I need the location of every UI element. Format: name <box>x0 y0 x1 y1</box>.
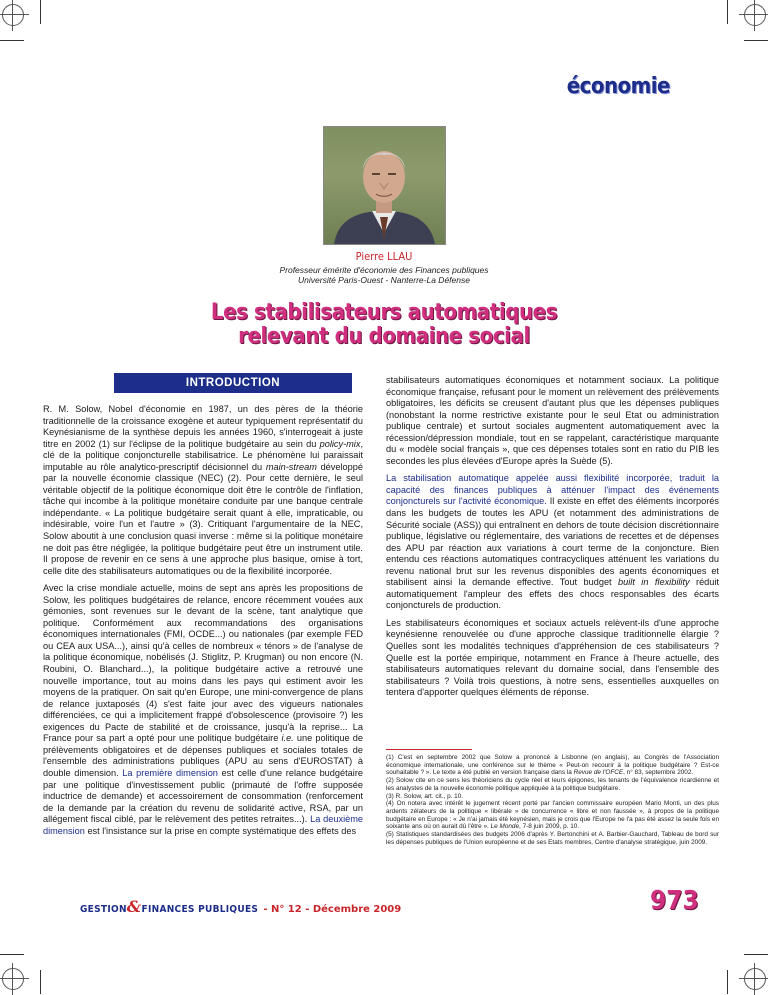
registration-mark-top-left <box>2 4 24 26</box>
section-heading: économie <box>566 74 670 99</box>
footnote-1: (1) C'est en septembre 2002 que Solow a prononcé à Lisbonne (en anglais), au Congrès de l'Association économique internationale, une conférence sur le thème « Peut-on recourir à la politique budgétaire ? Est-ce souhaitable ? ». Le texte a été publié en version française dans la Revue de l'OFCE, n° 83, septembre 2002. <box>386 754 719 777</box>
page-number: 973 <box>650 886 699 916</box>
registration-mark-bottom-left <box>2 968 24 990</box>
publication-logo: GESTION&FINANCES PUBLIQUES <box>80 897 259 916</box>
footnote-4: (4) On notera avec intérêt le jugement récent porté par l'ancien commissaire européen Mario Monti, un des plus ardents zélateurs de la politique « libérale » de concurrence « libre et non faussée », à propos de la politique budgétaire en Europe : « Je n'ai jamais été keynésien, mais je crois que l'Europe ne l'a pas été assez la seule fois en soixante ans où on aurait dû l'être ». Le Monde, 7-8 juin 2009, p. 10. <box>386 800 719 831</box>
crop-mark <box>0 40 24 41</box>
crop-mark <box>744 40 768 41</box>
registration-mark-top-right <box>744 4 766 26</box>
footnote-5: (5) Statistiques standardisées des budgets 2006 d'après Y. Bertonchini et A. Barbier-Gauchard, Tableau de bord sur les dépenses publiques de l'Union européenne et de ses Etats membres, Centre d'analyse stratégique, juin 2009. <box>386 831 719 846</box>
author-name: Pierre LLAU <box>355 250 413 263</box>
crop-mark <box>744 954 768 955</box>
paragraph: R. M. Solow, Nobel d'économie en 1987, un des pères de la théorie traditionnelle de la croissance exogène et auteur typiquement représentatif du Keynésianisme de la synthèse depuis les années 1960, s'interrogeait à juste titre en 2002 (1) sur l'éclipse de la politique budgétaire au sein du policy-mix, clé de la politique conjoncturelle stabilisatrice. Le phénomène lui paraissait imputable au rôle analytico-prescriptif décisionnel du main-stream développé par la nouvelle économie classique (NEC) (2). Pour cette dernière, le seul véritable objectif de la politique économique doit être le contrôle de l'inflation, tâche qui incombe à la politique monétaire conduite par une banque centrale indépendante. « La politique budgétaire serait quant à elle, impraticable, ou indésirable, voire l'un et l'autre » (3). Critiquant l'argumentaire de la NEC, Solow aboutit à une conclusion quasi inverse : même si la politique monétaire ne doit pas être négligée, la politique budgétaire peut être un instrument utile. Il propose de revenir en ce sens à une approche plus basique, omise à tort, celle dite des stabilisateurs automatiques ou de la flexibilité incorporée. <box>43 404 363 576</box>
paragraph: La stabilisation automatique appelée aussi flexibilité incorporée, traduit la capacité des finances publiques à atténuer l'impact des événements conjoncturels sur l'activité économique. Il existe en effet des éléments incorporés dans les budgets de toutes les APU (et notamment des administrations de Sécurité sociale (ASS)) qui entraînent en dehors de toute décision discrétionnaire publique, législative ou réglementaire, des variations de recettes et de dépenses des APU par réaction aux variations à court terme de la conjoncture. Bien entendu ces réactions automatiques contracycliques atténuent les variations du revenu national brut sur les revenus disponibles des agents économiques et stabilisent ainsi la demande effective. Tout budget built in flexibility réduit automatiquement l'ampleur des effets des chocs responsables des écarts conjoncturels de production. <box>386 473 719 611</box>
crop-mark <box>0 954 24 955</box>
affiliation-line-2: Université Paris-Ouest - Nanterre-La Défense <box>298 275 470 285</box>
crop-mark <box>727 970 728 994</box>
article-title <box>0 301 768 349</box>
registration-mark-bottom-right <box>744 968 766 990</box>
footnote-rule <box>386 749 472 750</box>
paragraph: stabilisateurs automatiques économiques et notamment sociaux. La politique économique française, refusant pour le moment un relèvement des prélèvements obligatoires, les déficits se creusent d'autant plus que les dépenses publiques (nonobstant la norme restrictive existante pour le seul Etat ou administration publique centrale) et surtout sociales augmentent automatiquement avec la récession/dépression mondiale, tout en se rappelant, caractéristique marquante du « modèle social français », que ces dépenses totales sont en ratio du PIB les secondes les plus élevées d'Europe après la Suède (5). <box>386 375 719 466</box>
paragraph: Avec la crise mondiale actuelle, moins de sept ans après les propositions de Solow, les politiques budgétaires de relance, encore récemment vouées aux gémonies, sont revenues sur le devant de la scène, tant analytique que politique. Conformément aux recommandations des organisations économiques internationales (FMI, OCDE...) ou nationales (par exemple FED ou CEA aux USA...), ainsi qu'à celles de nombreux « ténors » de l'analyse de la politique économique, nobélisés (J. Stiglitz, P. Krugman) ou non encore (N. Roubini, O. Blanchard...), la politique budgétaire active a retrouvé une nouvelle importance, tout au moins dans les pays qui estiment avoir les moyens de la pratiquer. On sait qu'en Europe, une mini-convergence de plans de relance juxtaposés (4) s'est faite jour avec des vigueurs nationales différenciées, ce qui a implicitement frappé d'obsolescence (provisoire ?) les exigences du Pacte de stabilité et de croissance, jusqu'à la reprise... La France pour sa part a opté pour une politique budgétaire i.e. une politique de prélèvements obligatoires et de dépenses publiques et sociales totales de l'ensemble des administrations publiques (APU au sens d'EUROSTAT) à double dimension. La première dimension est celle d'une relance budgétaire par une politique d'investissement public (primauté de l'offre supposée inductrice de demande) et accessoirement de consommation (renforcement de la demande par la création du revenu de solidarité active, RSA, par un allégement fiscal ciblé, par le relèvement des petites retraites...). La deuxième dimension est l'insistance sur la prise en compte systématique des effets des <box>43 583 363 836</box>
author-photo <box>323 126 446 245</box>
right-column <box>386 375 719 705</box>
affiliation-line-1: Professeur émérite d'économie des Finances publiques <box>279 265 489 275</box>
paragraph: Les stabilisateurs économiques et sociaux actuels relèvent-ils d'une approche keynésienne renouvelée ou d'une approche classique traditionnelle élargie ? Quelles sont les modalités techniques d'appréhension de ces stabilisateurs ? Quelle est la portée empirique, notamment en France à l'heure actuelle, des stabilisateurs automatiques relevant du domaine social, dans l'ensemble des stabilisateurs ? Voilà trois questions, à notre sens, essentielles auxquelles on tentera d'apporter quelques éléments de réponse. <box>386 617 719 698</box>
issue-info: - N° 12 - Décembre 2009 <box>263 904 402 915</box>
crop-mark <box>40 970 41 994</box>
title-line-2: relevant du domaine social <box>238 324 530 349</box>
introduction-heading: INTRODUCTION <box>114 373 352 393</box>
footer-publication <box>80 897 401 916</box>
footnote-3: (3) R. Solow, art. cit., p. 10. <box>386 792 464 800</box>
left-column <box>43 404 363 843</box>
portrait-illustration <box>324 127 445 244</box>
footnotes <box>386 754 719 846</box>
crop-mark <box>727 0 728 24</box>
crop-mark <box>40 0 41 24</box>
title-line-1: Les stabilisateurs automatiques <box>210 300 558 325</box>
author-affiliation <box>0 265 768 285</box>
footnote-2: (2) Solow cite en ce sens les théoriciens du cycle réel et leurs épigones, les tenants de l'équivalence ricardienne et les analystes de la nouvelle économie politique appliquée à la politique budgétaire. <box>386 777 719 792</box>
